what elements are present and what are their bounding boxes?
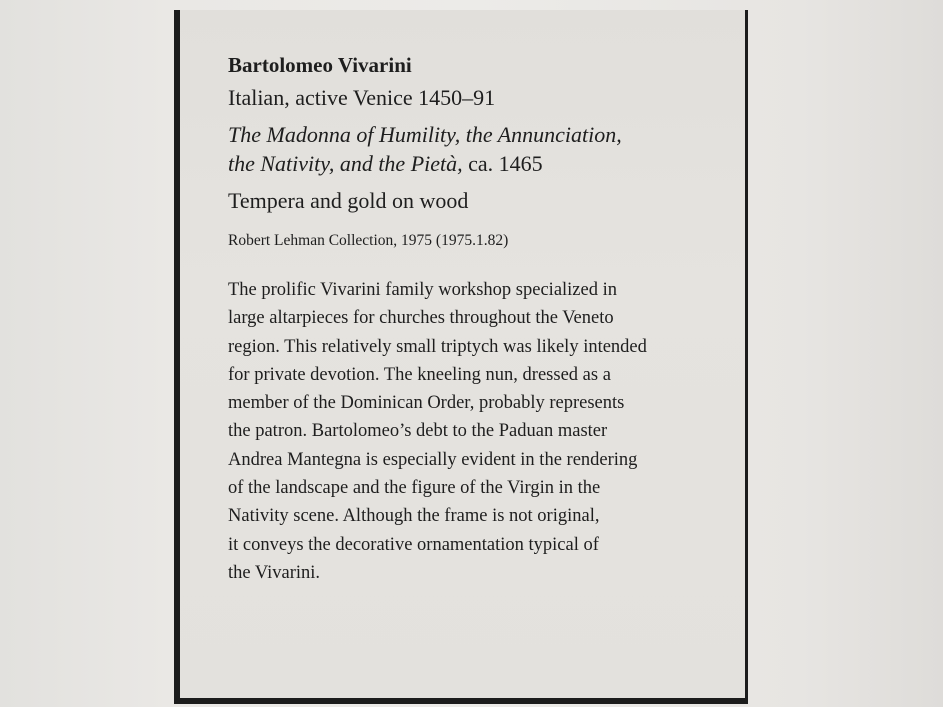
- artwork-date: ca. 1465: [462, 151, 543, 176]
- description-line: for private devotion. The kneeling nun, dressed as a: [228, 364, 611, 385]
- description-line: of the landscape and the figure of the Virgin in the: [228, 478, 601, 499]
- artwork-title-line2: the Nativity, and the Pietà,: [228, 151, 463, 176]
- description-line: region. This relatively small triptych was likely intended: [228, 336, 647, 357]
- artwork-title-line1: The Madonna of Humility, the Annunciation,: [228, 122, 622, 147]
- description: [228, 276, 647, 587]
- description-line: The prolific Vivarini family workshop specialized in: [228, 280, 617, 300]
- artwork-medium: Tempera and gold on wood: [228, 188, 469, 213]
- description-line: the patron. Bartolomeo’s debt to the Paduan master: [228, 421, 608, 442]
- description-line: Andrea Mantegna is especially evident in the rendering: [228, 449, 638, 470]
- artwork-title: [228, 120, 738, 178]
- description-line: it conveys the decorative ornamentation typical of: [228, 534, 599, 555]
- credit-line: Robert Lehman Collection, 1975 (1975.1.82): [228, 232, 509, 249]
- artist-nationality: Italian, active Venice 1450–91: [228, 85, 496, 110]
- description-line: Nativity scene. Although the frame is not original,: [228, 506, 600, 527]
- description-line: the Vivarini.: [228, 562, 321, 583]
- description-line: member of the Dominican Order, probably represents: [228, 393, 625, 414]
- artist-name: Bartolomeo Vivarini: [228, 53, 412, 77]
- description-line: large altarpieces for churches throughout the Veneto: [228, 308, 614, 329]
